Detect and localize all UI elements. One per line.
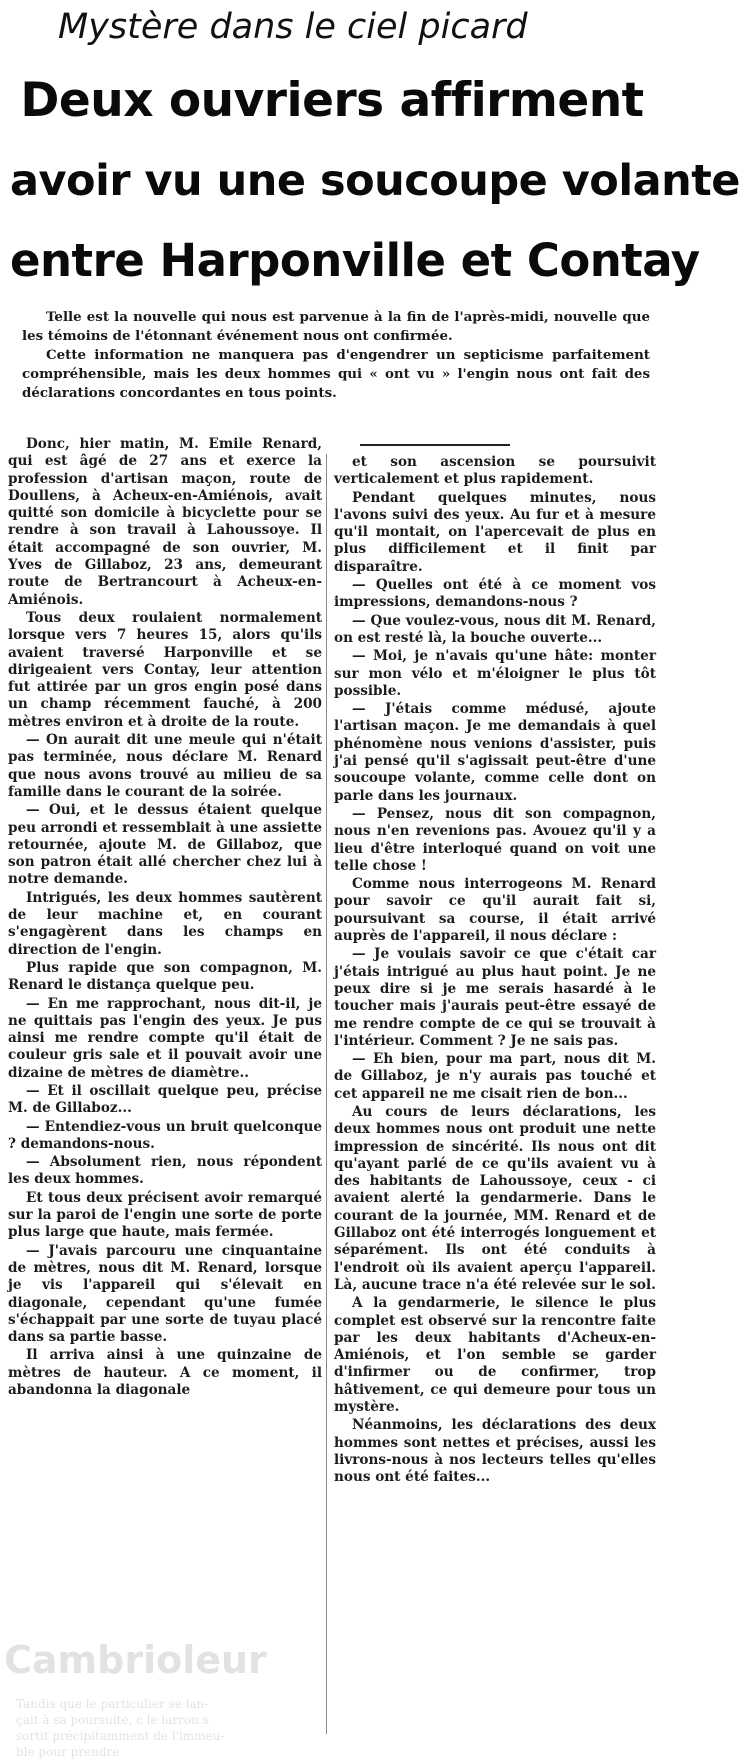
body-paragraph: Pendant quelques minutes, nous l'avons suivi des yeux. Au fur et à mesure qu'il montait, on l'apercevait de plus en plus difficilement et il finit par disparaître. — [334, 489, 656, 575]
headline-line-1: Deux ouvriers affirment — [20, 73, 644, 128]
article-column-right — [334, 454, 656, 1488]
body-paragraph: Il arriva ainsi à une quinzaine de mètres de hauteur. A ce moment, il abandonna la diagonale — [8, 1347, 322, 1399]
body-paragraph: Donc, hier matin, M. Emile Renard, qui est âgé de 27 ans et exerce la profession d'artisan maçon, route de Doullens, à Acheux-en-Amiénois, avait quitté son domicile à bicyclette pour se rendre à son travail à Lahoussoye. Il était accompagné de son ouvrier, M. Yves de Gillaboz, 23 ans, demeurant route de Bertrancourt à Acheux-en-Amiénois. — [8, 436, 322, 608]
next-article-bleed — [0, 1600, 330, 1759]
body-paragraph: — Et il oscillait quelque peu, précise M. de Gillaboz... — [8, 1082, 322, 1117]
body-paragraph: — Oui, et le dessus étaient quelque peu arrondi et ressemblait à une assiette retournée, ajoute M. de Gillaboz, que son patron était allé chercher chez lui à notre demande. — [8, 802, 322, 888]
article-lead — [22, 308, 650, 403]
body-paragraph: — Moi, je n'avais qu'une hâte: monter sur mon vélo et m'éloigner le plus tôt possible. — [334, 648, 656, 699]
article-column-left — [8, 436, 322, 1400]
body-paragraph: Comme nous interrogeons M. Renard pour savoir ce qu'il aurait fait si, poursuivant sa course, il était arrivé auprès de l'appareil, il nous déclare : — [334, 876, 656, 945]
body-paragraph: — Absolument rien, nous répondent les deux hommes. — [8, 1154, 322, 1188]
body-paragraph: — Que voulez-vous, nous dit M. Renard, on est resté là, la bouche ouverte... — [334, 612, 656, 646]
lead-paragraph: Cette information ne manquera pas d'engendrer un septicisme parfaitement compréhensible, mais les deux hommes qui « ont vu » l'engin nous ont fait des déclarations concordantes en tous points. — [22, 347, 650, 401]
body-paragraph: Au cours de leurs déclarations, les deux hommes nous ont produit une nette impression de sincérité. Ils nous ont dit qu'ayant parlé de ce qu'ils avaient vu à des habitants de Lahoussoye, ceux - ci avaient alerté la gendarmerie. Dans le courant de la journée, MM. Renard et de Gillaboz ont été interrogés longuement et séparément. Ils ont été conduits à l'endroit où ils avaient aperçu l'appareil. Là, aucune trace n'a été relevée sur le sol. — [334, 1103, 656, 1293]
next-article-line: çait à sa poursuite, c le larron s — [16, 1713, 209, 1727]
body-paragraph: A la gendarmerie, le silence le plus complet est observé sur la rencontre faite par les deux habitants d'Acheux-en-Amiénois, et l'on semble se garder d'infirmer ou de confirmer, trop hâtivement, ce qui demeure pour tous un mystère. — [334, 1295, 656, 1416]
next-article-line: sortit précipitamment de l'immeu- — [16, 1729, 225, 1743]
body-paragraph: — J'avais parcouru une cinquantaine de mètres, nous dit M. Renard, lorsque je vis l'appareil qui s'élevait en diagonale, cependant qu'une fumée s'échappait par une sorte de tuyau placé dans sa partie basse. — [8, 1242, 322, 1346]
body-paragraph: — Quelles ont été à ce moment vos impressions, demandons-nous ? — [334, 577, 656, 611]
column-divider — [326, 454, 327, 1734]
body-paragraph: et son ascension se poursuivit verticalement et plus rapidement. — [334, 454, 656, 488]
next-article-title: Cambrioleur — [4, 1638, 267, 1682]
article-kicker: Mystère dans le ciel picard — [58, 7, 528, 47]
next-article-line: Tandis que le particulier se lan- — [16, 1697, 209, 1711]
body-paragraph: Et tous deux précisent avoir remarqué sur la paroi de l'engin une sorte de porte plus large que haute, mais fermée. — [8, 1189, 322, 1241]
body-paragraph: Plus rapide que son compagnon, M. Renard le distança quelque peu. — [8, 959, 322, 994]
column-rule — [360, 444, 510, 446]
headline-line-2: avoir vu une soucoupe volante — [10, 156, 740, 206]
lead-paragraph: Telle est la nouvelle qui nous est parvenue à la fin de l'après-midi, nouvelle que les témoins de l'étonnant événement nous ont confirmée. — [22, 309, 650, 344]
body-paragraph: — En me rapprochant, nous dit-il, je ne quittais pas l'engin des yeux. Je pus ainsi me rendre compte qu'il était de couleur gris sale et il pouvait avoir une dizaine de mètres de diamètre.. — [8, 995, 322, 1081]
body-paragraph: Tous deux roulaient normalement lorsque vers 7 heures 15, alors qu'ils avaient traversé Harponville et se dirigeaient vers Contay, leur attention fut attirée par un gros engin posé dans un champ récemment fauché, à 200 mètres environ et à droite de la route. — [8, 609, 322, 730]
body-paragraph: — Pensez, nous dit son compagnon, nous n'en revenions pas. Avouez qu'il y a lieu d'être interloqué quand on voit une telle chose ! — [334, 805, 656, 874]
headline-line-3: entre Harponville et Contay — [10, 234, 700, 287]
body-paragraph: — On aurait dit une meule qui n'était pas terminée, nous déclare M. Renard que nous avons trouvé au milieu de sa famille dans le courant de la soirée. — [8, 732, 322, 800]
body-paragraph: Néanmoins, les déclarations des deux hommes sont nettes et précises, aussi les livrons-nous à nos lecteurs telles qu'elles nous ont été faites... — [334, 1417, 656, 1486]
next-article-line: ble pour prendre — [16, 1745, 120, 1759]
body-paragraph: — Je voulais savoir ce que c'était car j'étais intrigué au plus haut point. Je ne peux dire si je me serais hasardé à le toucher mais j'aurais peut-être essayé de me rendre compte de ce qui se trouvait à l'intérieur. Comment ? Je ne sais pas. — [334, 946, 656, 1049]
body-paragraph: Intrigués, les deux hommes sautèrent de leur machine et, en courant s'engagèrent dans les champs en direction de l'engin. — [8, 889, 322, 958]
next-article-text — [16, 1696, 316, 1760]
body-paragraph: — J'étais comme médusé, ajoute l'artisan maçon. Je me demandais à quel phénomène nous venions d'assister, puis j'ai pensé qu'il s'agissait peut-être d'une soucoupe volante, comme celle dont on parle dans les journaux. — [334, 701, 656, 804]
body-paragraph: — Eh bien, pour ma part, nous dit M. de Gillaboz, je n'y aurais pas touché et cet appareil ne me cisait rien de bon... — [334, 1051, 656, 1102]
body-paragraph: — Entendiez-vous un bruit quelconque ? demandons-nous. — [8, 1118, 322, 1152]
